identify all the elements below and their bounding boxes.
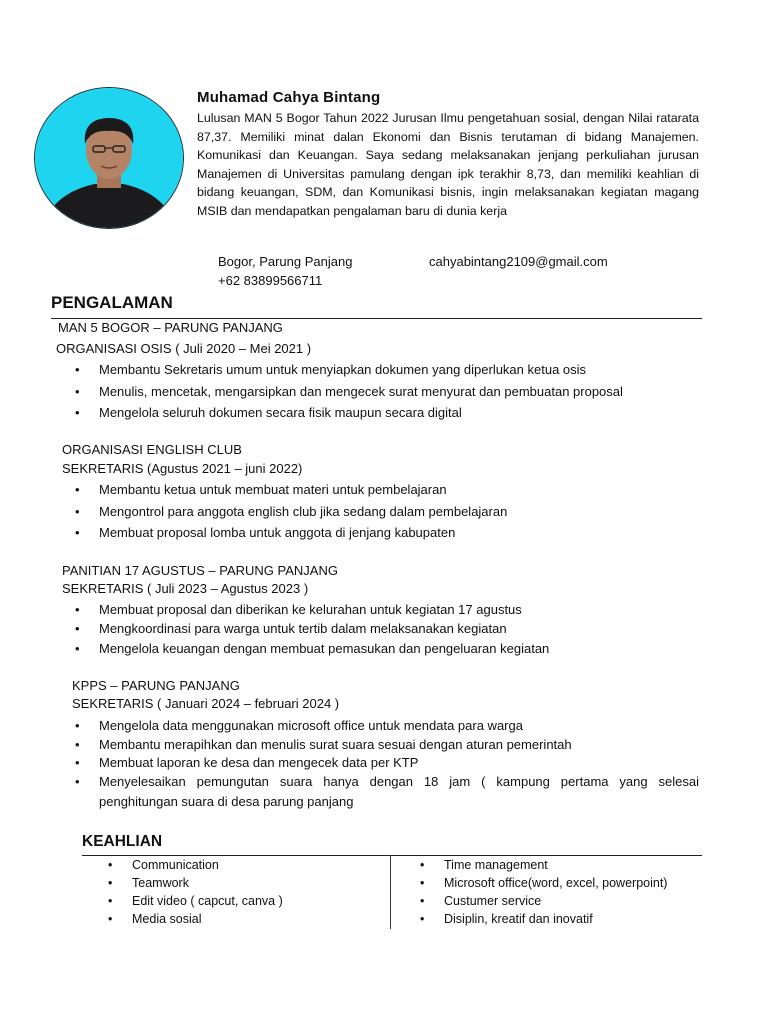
person-portrait-icon — [35, 88, 183, 228]
skills-list-right — [420, 856, 710, 928]
full-name: Muhamad Cahya Bintang — [197, 89, 381, 106]
list-item: • Membantu Sekretaris umum untuk menyiapkan dokumen yang diperlukan ketua osis — [75, 360, 699, 380]
list-item: • Media sosial — [108, 910, 378, 928]
list-item: • Menulis, mencetak, mengarsipkan dan mengecek surat menyurat dan pembuatan proposal — [75, 382, 699, 402]
list-item: • Menyelesaikan pemungutan suara hanya dengan 18 jam ( kampung pertama yang selesai penghitungan suara di desa parung panjang — [75, 772, 699, 812]
experience-bullets-4 — [75, 716, 699, 811]
list-item: • Mengelola keuangan dengan membuat pemasukan dan pengeluaran kegiatan — [75, 639, 699, 659]
list-item: • Time management — [420, 856, 710, 874]
experience-title: PENGALAMAN — [51, 293, 173, 312]
skills-list-left — [108, 856, 378, 928]
contact-phone: +62 83899566711 — [218, 273, 323, 288]
list-item: • Membantu merapihkan dan menulis surat suara sesuai dengan aturan pemerintah — [75, 735, 699, 755]
list-item: • Custumer service — [420, 892, 710, 910]
list-item: • Mengontrol para anggota english club jika sedang dalam pembelajaran — [75, 502, 699, 522]
profile-photo — [34, 87, 184, 229]
skills-column-divider — [390, 855, 391, 929]
experience-org-2: ORGANISASI ENGLISH CLUB — [62, 442, 242, 457]
experience-role-3: SEKRETARIS ( Juli 2023 – Agustus 2023 ) — [62, 581, 309, 596]
list-item: • Membuat laporan ke desa dan mengecek data per KTP — [75, 753, 699, 773]
experience-org-3: PANITIAN 17 AGUSTUS – PARUNG PANJANG — [62, 563, 338, 578]
experience-bullets-2 — [75, 480, 699, 545]
profile-summary: Lulusan MAN 5 Bogor Tahun 2022 Jurusan Ilmu pengetahuan sosial, dengan Nilai ratarata 87,37. Memiliki minat dalan Ekonomi dan Bisnis terutaman di bidang Manajemen. Komunikasi dan Keuangan. Saya sedang melaksanakan jenjang perkuliahan jurusan Manajemen di Universitas pamulang dengan ipk terakhir 8,73, dan memiliki keahlian di bidang keuangan, SDM, dan Komunikasi bisnis, ingin melaksanakan kegiatan magang MSIB dan mendapatkan pengalaman baru di dunia kerja — [197, 111, 699, 218]
experience-org-1: MAN 5 BOGOR – PARUNG PANJANG — [58, 320, 283, 335]
list-item: • Membantu ketua untuk membuat materi untuk pembelajaran — [75, 480, 699, 500]
list-item: • Communication — [108, 856, 378, 874]
experience-org-4: KPPS – PARUNG PANJANG — [72, 678, 240, 693]
list-item: • Mengelola seluruh dokumen secara fisik maupun secara digital — [75, 403, 699, 423]
list-item: • Disiplin, kreatif dan inovatif — [420, 910, 710, 928]
list-item: • Teamwork — [108, 874, 378, 892]
contact-location: Bogor, Parung Panjang — [218, 254, 353, 269]
experience-role-2: SEKRETARIS (Agustus 2021 – juni 2022) — [62, 461, 303, 476]
list-item: • Membuat proposal lomba untuk anggota di jenjang kabupaten — [75, 523, 699, 543]
experience-role-4: SEKRETARIS ( Januari 2024 – februari 2024 ) — [72, 696, 340, 711]
experience-bullets-3 — [75, 600, 699, 658]
list-item: • Mengkoordinasi para warga untuk tertib dalam melaksanakan kegiatan — [75, 619, 699, 639]
skills-title: KEAHLIAN — [82, 833, 163, 850]
list-item: • Mengelola data menggunakan microsoft office untuk mendata para warga — [75, 716, 699, 736]
experience-bullets-1 — [75, 360, 699, 425]
contact-email: cahyabintang2109@gmail.com — [429, 254, 608, 269]
list-item: • Microsoft office(word, excel, powerpoint) — [420, 874, 710, 892]
list-item: • Membuat proposal dan diberikan ke kelurahan untuk kegiatan 17 agustus — [75, 600, 699, 620]
list-item: • Edit video ( capcut, canva ) — [108, 892, 378, 910]
experience-role-1: ORGANISASI OSIS ( Juli 2020 – Mei 2021 ) — [56, 341, 312, 356]
